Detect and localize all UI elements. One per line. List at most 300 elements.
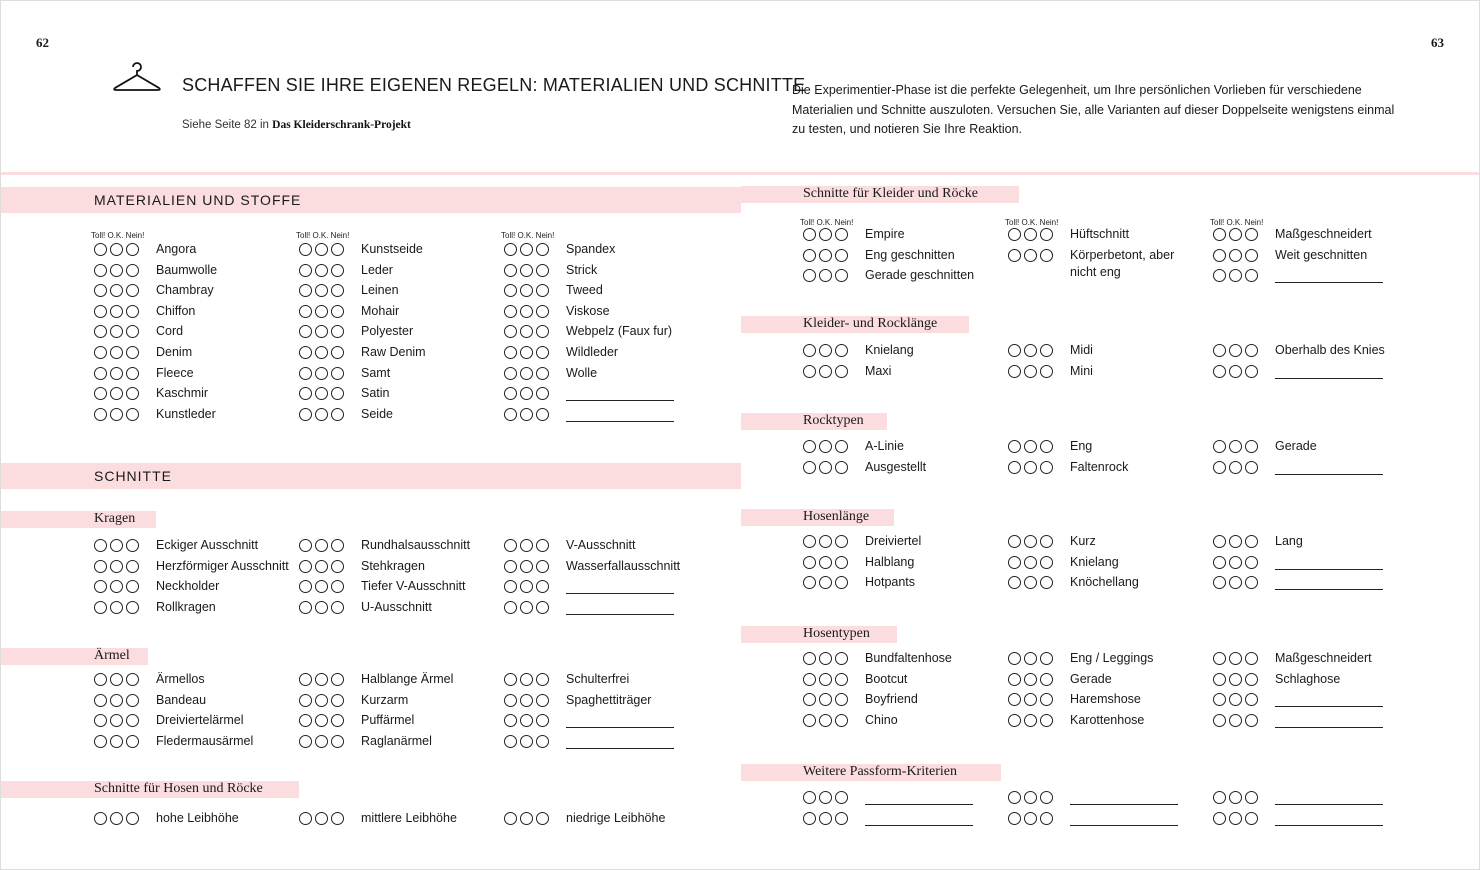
rating-toll-radio[interactable] [803, 249, 816, 262]
rating-nein-radio[interactable] [331, 539, 344, 552]
rating-ok-radio[interactable] [1024, 693, 1037, 706]
rating-toll-radio[interactable] [803, 228, 816, 241]
rating-nein-radio[interactable] [536, 367, 549, 380]
rating-nein-radio[interactable] [1040, 791, 1053, 804]
rating-nein-radio[interactable] [126, 735, 139, 748]
rating-ok-radio[interactable] [1229, 673, 1242, 686]
rating-toll-radio[interactable] [94, 694, 107, 707]
rating-nein-radio[interactable] [1245, 269, 1258, 282]
rating-nein-radio[interactable] [835, 791, 848, 804]
rating-ok-radio[interactable] [315, 325, 328, 338]
rating-ok-radio[interactable] [819, 556, 832, 569]
rating-nein-radio[interactable] [536, 387, 549, 400]
rating-toll-radio[interactable] [504, 243, 517, 256]
rating-ok-radio[interactable] [1229, 249, 1242, 262]
rating-ok-radio[interactable] [110, 243, 123, 256]
rating-toll-radio[interactable] [299, 408, 312, 421]
blank-entry-line[interactable] [865, 804, 973, 805]
rating-nein-radio[interactable] [331, 284, 344, 297]
rating-toll-radio[interactable] [94, 284, 107, 297]
rating-toll-radio[interactable] [299, 580, 312, 593]
rating-nein-radio[interactable] [331, 735, 344, 748]
rating-ok-radio[interactable] [819, 576, 832, 589]
rating-nein-radio[interactable] [331, 387, 344, 400]
rating-ok-radio[interactable] [1229, 556, 1242, 569]
blank-entry-line[interactable] [1275, 589, 1383, 590]
rating-ok-radio[interactable] [315, 408, 328, 421]
rating-nein-radio[interactable] [536, 601, 549, 614]
rating-toll-radio[interactable] [803, 269, 816, 282]
rating-nein-radio[interactable] [536, 408, 549, 421]
rating-nein-radio[interactable] [835, 576, 848, 589]
rating-toll-radio[interactable] [504, 735, 517, 748]
rating-nein-radio[interactable] [536, 714, 549, 727]
rating-toll-radio[interactable] [803, 673, 816, 686]
rating-nein-radio[interactable] [1245, 461, 1258, 474]
rating-toll-radio[interactable] [1008, 693, 1021, 706]
rating-ok-radio[interactable] [1229, 791, 1242, 804]
rating-toll-radio[interactable] [1213, 344, 1226, 357]
rating-nein-radio[interactable] [536, 673, 549, 686]
rating-toll-radio[interactable] [504, 812, 517, 825]
rating-toll-radio[interactable] [1213, 249, 1226, 262]
rating-nein-radio[interactable] [536, 264, 549, 277]
rating-toll-radio[interactable] [803, 714, 816, 727]
rating-nein-radio[interactable] [536, 539, 549, 552]
rating-nein-radio[interactable] [835, 652, 848, 665]
rating-nein-radio[interactable] [331, 694, 344, 707]
rating-nein-radio[interactable] [1040, 556, 1053, 569]
rating-toll-radio[interactable] [299, 694, 312, 707]
rating-nein-radio[interactable] [536, 284, 549, 297]
rating-nein-radio[interactable] [126, 601, 139, 614]
rating-nein-radio[interactable] [331, 346, 344, 359]
rating-nein-radio[interactable] [331, 264, 344, 277]
rating-ok-radio[interactable] [1024, 228, 1037, 241]
rating-toll-radio[interactable] [504, 560, 517, 573]
rating-ok-radio[interactable] [520, 580, 533, 593]
rating-ok-radio[interactable] [520, 264, 533, 277]
rating-toll-radio[interactable] [1008, 652, 1021, 665]
rating-toll-radio[interactable] [504, 284, 517, 297]
rating-nein-radio[interactable] [1040, 535, 1053, 548]
blank-entry-line[interactable] [865, 825, 973, 826]
blank-entry-line[interactable] [566, 748, 674, 749]
rating-nein-radio[interactable] [331, 243, 344, 256]
blank-entry-line[interactable] [566, 421, 674, 422]
rating-ok-radio[interactable] [1024, 652, 1037, 665]
rating-nein-radio[interactable] [126, 694, 139, 707]
rating-toll-radio[interactable] [1008, 440, 1021, 453]
blank-entry-line[interactable] [1275, 825, 1383, 826]
rating-nein-radio[interactable] [1245, 576, 1258, 589]
rating-ok-radio[interactable] [110, 812, 123, 825]
rating-toll-radio[interactable] [1213, 461, 1226, 474]
rating-ok-radio[interactable] [819, 440, 832, 453]
rating-toll-radio[interactable] [803, 693, 816, 706]
rating-toll-radio[interactable] [1008, 249, 1021, 262]
rating-nein-radio[interactable] [1245, 440, 1258, 453]
rating-toll-radio[interactable] [299, 539, 312, 552]
rating-ok-radio[interactable] [110, 735, 123, 748]
rating-nein-radio[interactable] [1040, 344, 1053, 357]
rating-nein-radio[interactable] [835, 228, 848, 241]
rating-ok-radio[interactable] [315, 735, 328, 748]
rating-toll-radio[interactable] [803, 556, 816, 569]
rating-toll-radio[interactable] [94, 346, 107, 359]
rating-toll-radio[interactable] [299, 284, 312, 297]
rating-nein-radio[interactable] [1040, 365, 1053, 378]
rating-toll-radio[interactable] [1008, 673, 1021, 686]
rating-toll-radio[interactable] [94, 560, 107, 573]
rating-ok-radio[interactable] [315, 346, 328, 359]
rating-nein-radio[interactable] [536, 305, 549, 318]
rating-ok-radio[interactable] [819, 535, 832, 548]
blank-entry-line[interactable] [1275, 282, 1383, 283]
rating-ok-radio[interactable] [1229, 440, 1242, 453]
rating-nein-radio[interactable] [1040, 576, 1053, 589]
rating-ok-radio[interactable] [1024, 673, 1037, 686]
rating-toll-radio[interactable] [803, 576, 816, 589]
rating-ok-radio[interactable] [315, 673, 328, 686]
rating-nein-radio[interactable] [536, 243, 549, 256]
rating-nein-radio[interactable] [126, 325, 139, 338]
rating-ok-radio[interactable] [1229, 228, 1242, 241]
rating-nein-radio[interactable] [331, 305, 344, 318]
rating-ok-radio[interactable] [110, 539, 123, 552]
rating-ok-radio[interactable] [315, 560, 328, 573]
rating-ok-radio[interactable] [315, 714, 328, 727]
blank-entry-line[interactable] [566, 400, 674, 401]
rating-ok-radio[interactable] [520, 560, 533, 573]
rating-ok-radio[interactable] [315, 580, 328, 593]
rating-ok-radio[interactable] [520, 346, 533, 359]
rating-toll-radio[interactable] [504, 673, 517, 686]
rating-ok-radio[interactable] [1024, 576, 1037, 589]
rating-nein-radio[interactable] [126, 673, 139, 686]
rating-nein-radio[interactable] [1040, 693, 1053, 706]
rating-ok-radio[interactable] [520, 408, 533, 421]
rating-ok-radio[interactable] [315, 367, 328, 380]
rating-nein-radio[interactable] [1040, 812, 1053, 825]
rating-nein-radio[interactable] [835, 269, 848, 282]
rating-toll-radio[interactable] [94, 673, 107, 686]
rating-nein-radio[interactable] [835, 673, 848, 686]
rating-ok-radio[interactable] [1024, 440, 1037, 453]
rating-toll-radio[interactable] [1008, 791, 1021, 804]
rating-nein-radio[interactable] [1040, 673, 1053, 686]
rating-toll-radio[interactable] [1213, 365, 1226, 378]
rating-toll-radio[interactable] [1008, 365, 1021, 378]
rating-ok-radio[interactable] [819, 249, 832, 262]
rating-toll-radio[interactable] [504, 408, 517, 421]
rating-nein-radio[interactable] [126, 346, 139, 359]
rating-toll-radio[interactable] [94, 408, 107, 421]
blank-entry-line[interactable] [1275, 569, 1383, 570]
rating-nein-radio[interactable] [1245, 228, 1258, 241]
rating-ok-radio[interactable] [520, 539, 533, 552]
rating-toll-radio[interactable] [299, 243, 312, 256]
rating-nein-radio[interactable] [835, 249, 848, 262]
rating-nein-radio[interactable] [1245, 365, 1258, 378]
rating-toll-radio[interactable] [1008, 535, 1021, 548]
rating-ok-radio[interactable] [1024, 812, 1037, 825]
blank-entry-line[interactable] [1275, 804, 1383, 805]
rating-ok-radio[interactable] [1024, 791, 1037, 804]
rating-nein-radio[interactable] [1245, 714, 1258, 727]
rating-toll-radio[interactable] [504, 694, 517, 707]
rating-toll-radio[interactable] [1213, 576, 1226, 589]
rating-ok-radio[interactable] [1024, 249, 1037, 262]
rating-nein-radio[interactable] [835, 535, 848, 548]
rating-ok-radio[interactable] [1229, 693, 1242, 706]
rating-toll-radio[interactable] [1008, 812, 1021, 825]
rating-ok-radio[interactable] [110, 387, 123, 400]
rating-ok-radio[interactable] [1229, 714, 1242, 727]
rating-toll-radio[interactable] [803, 812, 816, 825]
rating-nein-radio[interactable] [1040, 228, 1053, 241]
rating-nein-radio[interactable] [126, 284, 139, 297]
rating-nein-radio[interactable] [1245, 344, 1258, 357]
rating-nein-radio[interactable] [126, 387, 139, 400]
rating-nein-radio[interactable] [331, 812, 344, 825]
blank-entry-line[interactable] [1070, 825, 1178, 826]
rating-ok-radio[interactable] [315, 539, 328, 552]
rating-toll-radio[interactable] [1213, 791, 1226, 804]
rating-nein-radio[interactable] [331, 367, 344, 380]
rating-ok-radio[interactable] [1229, 461, 1242, 474]
rating-nein-radio[interactable] [126, 264, 139, 277]
rating-nein-radio[interactable] [835, 693, 848, 706]
rating-nein-radio[interactable] [835, 812, 848, 825]
rating-nein-radio[interactable] [835, 714, 848, 727]
rating-ok-radio[interactable] [1229, 535, 1242, 548]
rating-ok-radio[interactable] [110, 580, 123, 593]
rating-toll-radio[interactable] [803, 652, 816, 665]
rating-toll-radio[interactable] [803, 344, 816, 357]
rating-toll-radio[interactable] [1213, 652, 1226, 665]
rating-ok-radio[interactable] [315, 284, 328, 297]
rating-toll-radio[interactable] [1008, 461, 1021, 474]
rating-ok-radio[interactable] [819, 791, 832, 804]
rating-toll-radio[interactable] [504, 346, 517, 359]
rating-ok-radio[interactable] [110, 601, 123, 614]
rating-toll-radio[interactable] [504, 601, 517, 614]
blank-entry-line[interactable] [1070, 804, 1178, 805]
rating-toll-radio[interactable] [504, 539, 517, 552]
rating-toll-radio[interactable] [803, 440, 816, 453]
rating-nein-radio[interactable] [126, 243, 139, 256]
rating-ok-radio[interactable] [520, 325, 533, 338]
rating-ok-radio[interactable] [520, 735, 533, 748]
rating-ok-radio[interactable] [1229, 812, 1242, 825]
rating-toll-radio[interactable] [94, 305, 107, 318]
rating-nein-radio[interactable] [1245, 812, 1258, 825]
rating-ok-radio[interactable] [1229, 365, 1242, 378]
rating-toll-radio[interactable] [299, 714, 312, 727]
rating-nein-radio[interactable] [331, 673, 344, 686]
rating-ok-radio[interactable] [1229, 576, 1242, 589]
rating-toll-radio[interactable] [504, 305, 517, 318]
rating-toll-radio[interactable] [94, 387, 107, 400]
rating-ok-radio[interactable] [315, 694, 328, 707]
rating-ok-radio[interactable] [819, 693, 832, 706]
rating-nein-radio[interactable] [331, 580, 344, 593]
rating-toll-radio[interactable] [1008, 344, 1021, 357]
rating-toll-radio[interactable] [94, 714, 107, 727]
rating-ok-radio[interactable] [520, 243, 533, 256]
rating-ok-radio[interactable] [819, 365, 832, 378]
rating-nein-radio[interactable] [126, 408, 139, 421]
rating-toll-radio[interactable] [1213, 269, 1226, 282]
rating-toll-radio[interactable] [94, 264, 107, 277]
rating-ok-radio[interactable] [819, 652, 832, 665]
rating-nein-radio[interactable] [1245, 673, 1258, 686]
rating-ok-radio[interactable] [110, 694, 123, 707]
rating-toll-radio[interactable] [504, 714, 517, 727]
rating-ok-radio[interactable] [315, 305, 328, 318]
rating-nein-radio[interactable] [835, 365, 848, 378]
rating-nein-radio[interactable] [536, 694, 549, 707]
rating-ok-radio[interactable] [1229, 344, 1242, 357]
rating-nein-radio[interactable] [835, 344, 848, 357]
rating-toll-radio[interactable] [299, 735, 312, 748]
blank-entry-line[interactable] [566, 727, 674, 728]
rating-ok-radio[interactable] [520, 673, 533, 686]
rating-toll-radio[interactable] [504, 264, 517, 277]
rating-ok-radio[interactable] [520, 284, 533, 297]
rating-ok-radio[interactable] [110, 560, 123, 573]
rating-nein-radio[interactable] [1245, 249, 1258, 262]
rating-ok-radio[interactable] [1024, 535, 1037, 548]
rating-toll-radio[interactable] [94, 539, 107, 552]
rating-ok-radio[interactable] [520, 694, 533, 707]
rating-nein-radio[interactable] [1040, 440, 1053, 453]
blank-entry-line[interactable] [1275, 727, 1383, 728]
rating-nein-radio[interactable] [331, 408, 344, 421]
rating-ok-radio[interactable] [110, 408, 123, 421]
rating-nein-radio[interactable] [835, 556, 848, 569]
blank-entry-line[interactable] [1275, 378, 1383, 379]
rating-nein-radio[interactable] [536, 560, 549, 573]
rating-toll-radio[interactable] [504, 325, 517, 338]
rating-ok-radio[interactable] [110, 325, 123, 338]
rating-toll-radio[interactable] [1213, 693, 1226, 706]
rating-ok-radio[interactable] [1024, 714, 1037, 727]
rating-ok-radio[interactable] [520, 601, 533, 614]
rating-nein-radio[interactable] [536, 812, 549, 825]
rating-nein-radio[interactable] [126, 714, 139, 727]
rating-toll-radio[interactable] [1008, 228, 1021, 241]
rating-nein-radio[interactable] [536, 325, 549, 338]
rating-toll-radio[interactable] [94, 812, 107, 825]
rating-ok-radio[interactable] [110, 264, 123, 277]
rating-ok-radio[interactable] [819, 269, 832, 282]
rating-toll-radio[interactable] [299, 812, 312, 825]
rating-nein-radio[interactable] [536, 735, 549, 748]
rating-toll-radio[interactable] [1213, 673, 1226, 686]
blank-entry-line[interactable] [566, 593, 674, 594]
rating-ok-radio[interactable] [520, 387, 533, 400]
rating-nein-radio[interactable] [331, 601, 344, 614]
rating-toll-radio[interactable] [504, 387, 517, 400]
rating-ok-radio[interactable] [520, 812, 533, 825]
rating-toll-radio[interactable] [803, 535, 816, 548]
rating-ok-radio[interactable] [315, 264, 328, 277]
rating-ok-radio[interactable] [819, 714, 832, 727]
rating-toll-radio[interactable] [803, 791, 816, 804]
rating-toll-radio[interactable] [1213, 440, 1226, 453]
rating-toll-radio[interactable] [94, 243, 107, 256]
rating-ok-radio[interactable] [520, 367, 533, 380]
rating-toll-radio[interactable] [504, 580, 517, 593]
rating-nein-radio[interactable] [331, 560, 344, 573]
rating-toll-radio[interactable] [1213, 228, 1226, 241]
rating-nein-radio[interactable] [1040, 652, 1053, 665]
rating-nein-radio[interactable] [1040, 249, 1053, 262]
rating-nein-radio[interactable] [126, 580, 139, 593]
rating-ok-radio[interactable] [819, 344, 832, 357]
rating-ok-radio[interactable] [110, 284, 123, 297]
rating-toll-radio[interactable] [803, 461, 816, 474]
rating-nein-radio[interactable] [126, 560, 139, 573]
rating-toll-radio[interactable] [299, 560, 312, 573]
rating-ok-radio[interactable] [819, 228, 832, 241]
rating-ok-radio[interactable] [1024, 461, 1037, 474]
rating-ok-radio[interactable] [1229, 652, 1242, 665]
rating-toll-radio[interactable] [1213, 812, 1226, 825]
rating-nein-radio[interactable] [331, 714, 344, 727]
rating-toll-radio[interactable] [299, 387, 312, 400]
rating-nein-radio[interactable] [126, 367, 139, 380]
rating-nein-radio[interactable] [1040, 714, 1053, 727]
blank-entry-line[interactable] [1275, 474, 1383, 475]
rating-toll-radio[interactable] [299, 367, 312, 380]
rating-toll-radio[interactable] [504, 367, 517, 380]
rating-ok-radio[interactable] [520, 305, 533, 318]
rating-nein-radio[interactable] [835, 440, 848, 453]
rating-toll-radio[interactable] [1008, 556, 1021, 569]
rating-toll-radio[interactable] [299, 601, 312, 614]
rating-ok-radio[interactable] [819, 673, 832, 686]
rating-nein-radio[interactable] [835, 461, 848, 474]
rating-nein-radio[interactable] [536, 346, 549, 359]
rating-ok-radio[interactable] [315, 243, 328, 256]
blank-entry-line[interactable] [1275, 706, 1383, 707]
rating-ok-radio[interactable] [819, 812, 832, 825]
rating-ok-radio[interactable] [1024, 556, 1037, 569]
rating-ok-radio[interactable] [819, 461, 832, 474]
rating-ok-radio[interactable] [1024, 344, 1037, 357]
rating-toll-radio[interactable] [94, 580, 107, 593]
rating-toll-radio[interactable] [299, 305, 312, 318]
rating-toll-radio[interactable] [94, 735, 107, 748]
rating-toll-radio[interactable] [1008, 576, 1021, 589]
rating-nein-radio[interactable] [126, 539, 139, 552]
rating-nein-radio[interactable] [1245, 652, 1258, 665]
rating-toll-radio[interactable] [1213, 714, 1226, 727]
rating-toll-radio[interactable] [299, 673, 312, 686]
rating-nein-radio[interactable] [1245, 791, 1258, 804]
rating-ok-radio[interactable] [110, 673, 123, 686]
rating-ok-radio[interactable] [110, 367, 123, 380]
rating-toll-radio[interactable] [299, 346, 312, 359]
rating-nein-radio[interactable] [126, 305, 139, 318]
rating-nein-radio[interactable] [1245, 535, 1258, 548]
rating-toll-radio[interactable] [94, 601, 107, 614]
rating-toll-radio[interactable] [94, 325, 107, 338]
rating-toll-radio[interactable] [94, 367, 107, 380]
